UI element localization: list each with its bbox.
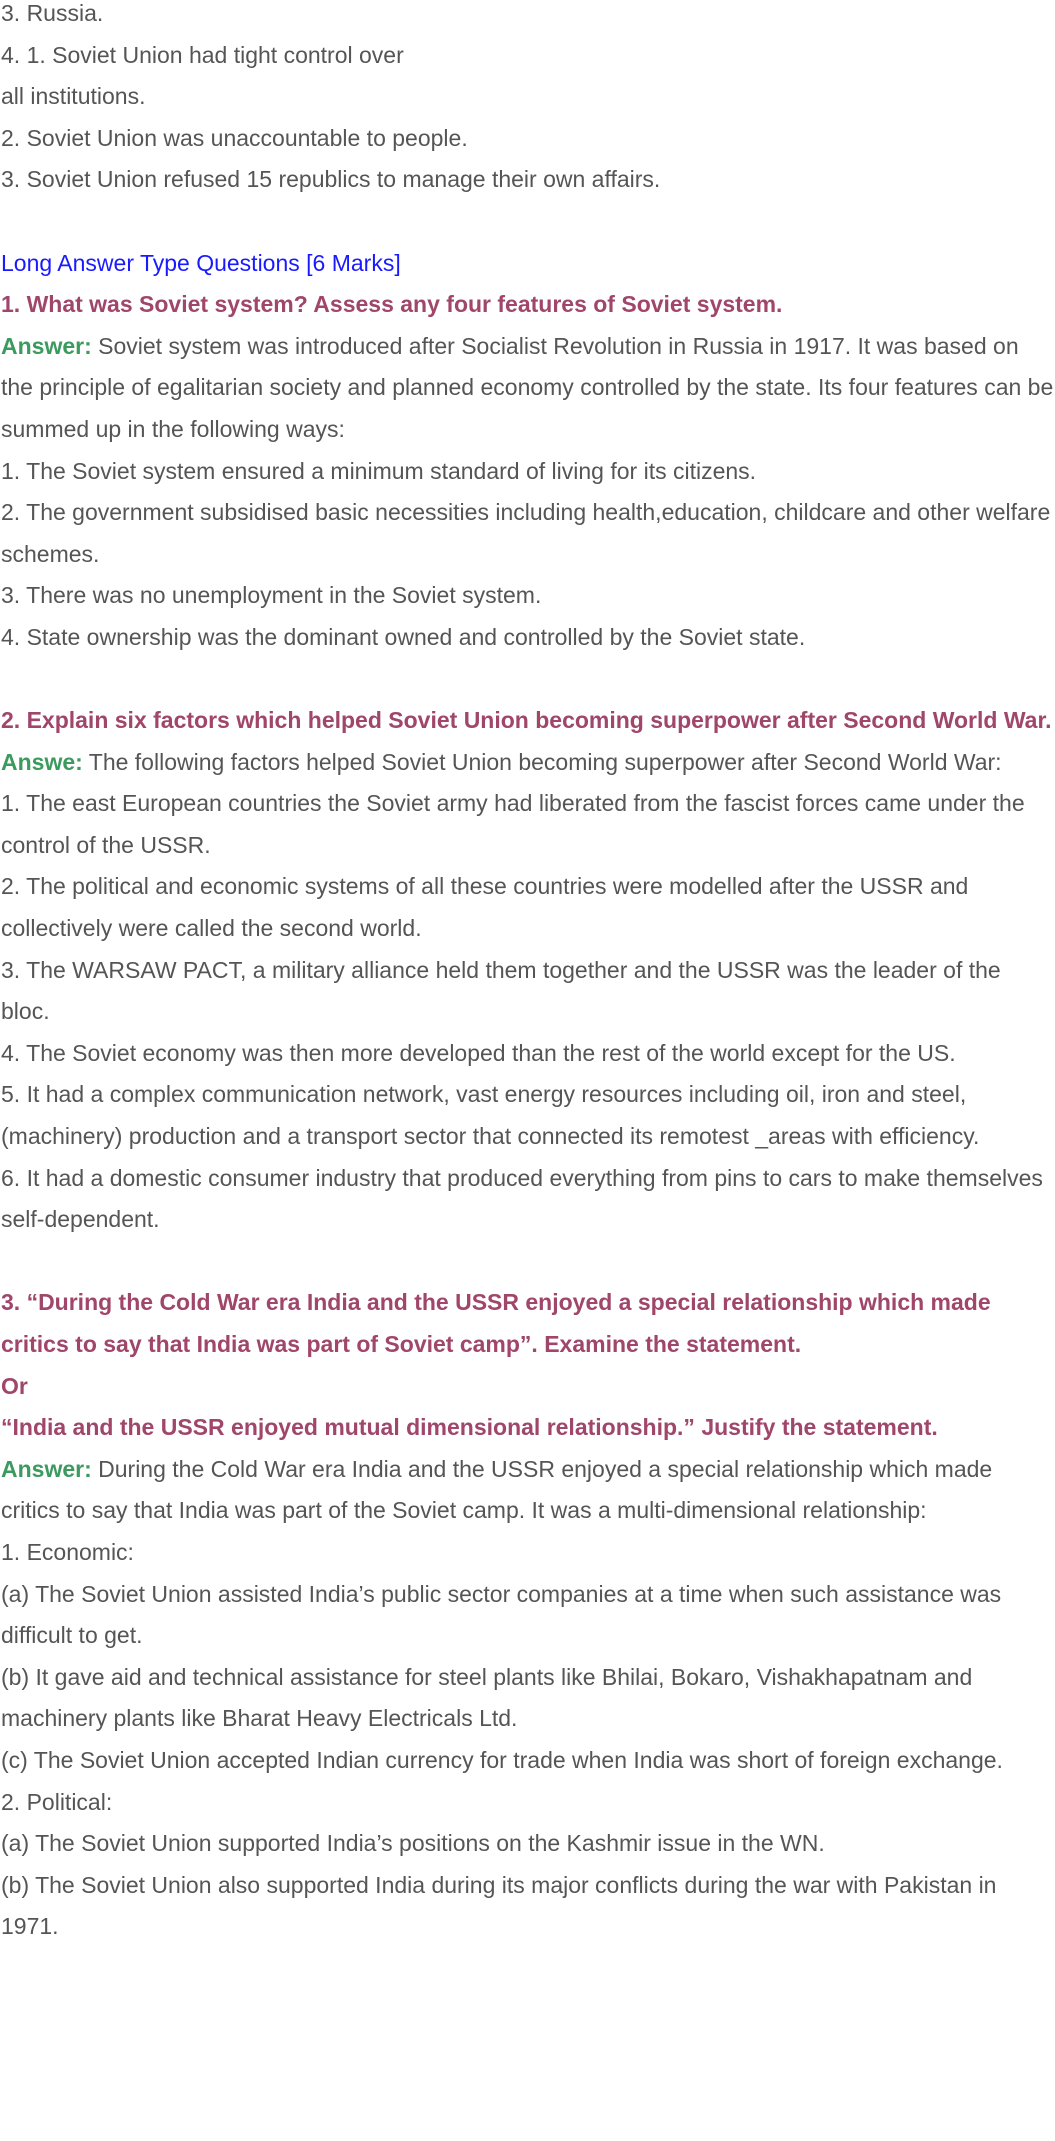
answer-1: [1, 326, 1055, 451]
answer-point: 1. The east European countries the Soviet army had liberated from the fascist forces came under the control of the USSR.: [1, 790, 1025, 858]
answer-point: (b) It gave aid and technical assistance for steel plants like Bhilai, Bokaro, Vishakhapatnam and machinery plants like Bharat Heavy Electricals Ltd.: [1, 1663, 973, 1732]
intro-line: 2. Soviet Union was unaccountable to people.: [1, 124, 468, 151]
question-3-alt: “India and the USSR enjoyed mutual dimensional relationship.” Justify the statement.: [1, 1414, 938, 1441]
answer-3: [1, 1449, 1055, 1532]
spacer: [1, 659, 1055, 701]
answer-point: 1. Economic:: [1, 1538, 134, 1565]
answer-point: 3. There was no unemployment in the Soviet system.: [1, 582, 542, 609]
answer-text: During the Cold War era India and the USSR enjoyed a special relationship which made critics to say that India was part of the Soviet camp. It was a multi-dimensional relationship:: [1, 1455, 993, 1524]
answer-point: (b) The Soviet Union also supported India during its major conflicts during the war with Pakistan in 1971.: [1, 1871, 997, 1940]
question-2: 2. Explain six factors which helped Soviet Union becoming superpower after Second World War.: [1, 707, 1052, 734]
answer-point: 2. The political and economic systems of all these countries were modelled after the USSR and collectively were called the second world.: [1, 873, 969, 942]
answer-point: 3. The WARSAW PACT, a military alliance held them together and the USSR was the leader of the bloc.: [1, 956, 1001, 1025]
answer-point: 1. The Soviet system ensured a minimum standard of living for its citizens.: [1, 457, 757, 484]
answer-label: Answer:: [1, 1455, 92, 1482]
intro-line: 4. 1. Soviet Union had tight control over: [1, 41, 404, 68]
or-label: Or: [1, 1372, 28, 1399]
answer-point: (a) The Soviet Union supported India’s positions on the Kashmir issue in the WN.: [1, 1830, 825, 1857]
answer-point: (c) The Soviet Union accepted Indian currency for trade when India was short of foreign exchange.: [1, 1746, 1003, 1773]
answer-text: The following factors helped Soviet Union becoming superpower after Second World War:: [82, 748, 1002, 775]
answer-point: 4. State ownership was the dominant owned and controlled by the Soviet state.: [1, 623, 806, 650]
answer-point: (a) The Soviet Union assisted India’s public sector companies at a time when such assistance was difficult to get.: [1, 1580, 1002, 1649]
section-heading: Long Answer Type Questions [6 Marks]: [1, 249, 401, 276]
answer-point: 5. It had a complex communication network, vast energy resources including oil, iron and steel, (machinery) production and a transport sector that connected its remotest _areas with efficiency.: [1, 1081, 980, 1150]
answer-label: Answer:: [1, 332, 92, 359]
spacer: [1, 201, 1055, 243]
answer-point: 2. The government subsidised basic necessities including health,education, childcare and other welfare schemes.: [1, 499, 1051, 567]
spacer: [1, 1241, 1055, 1283]
answer-label: Answe:: [1, 748, 83, 775]
answer-2: [1, 742, 1055, 784]
answer-point: 4. The Soviet economy was then more developed than the rest of the world except for the US.: [1, 1039, 956, 1066]
question-3: 3. “During the Cold War era India and the USSR enjoyed a special relationship which made critics to say that India was part of Soviet camp”. Examine the statement.: [1, 1289, 991, 1357]
intro-line: 3. Soviet Union refused 15 republics to manage their own affairs.: [1, 166, 661, 193]
answer-point: 6. It had a domestic consumer industry that produced everything from pins to cars to make themselves self-dependent.: [1, 1164, 1043, 1233]
answer-text: Soviet system was introduced after Socialist Revolution in Russia in 1917. It was based on the principle of egalitarian society and planned economy controlled by the state. Its four features can be summed up in the following ways:: [1, 332, 1054, 442]
intro-line: 3. Russia.: [1, 0, 104, 26]
intro-line: all institutions.: [1, 83, 146, 110]
question-1: 1. What was Soviet system? Assess any four features of Soviet system.: [1, 291, 783, 318]
answer-point: 2. Political:: [1, 1788, 113, 1815]
